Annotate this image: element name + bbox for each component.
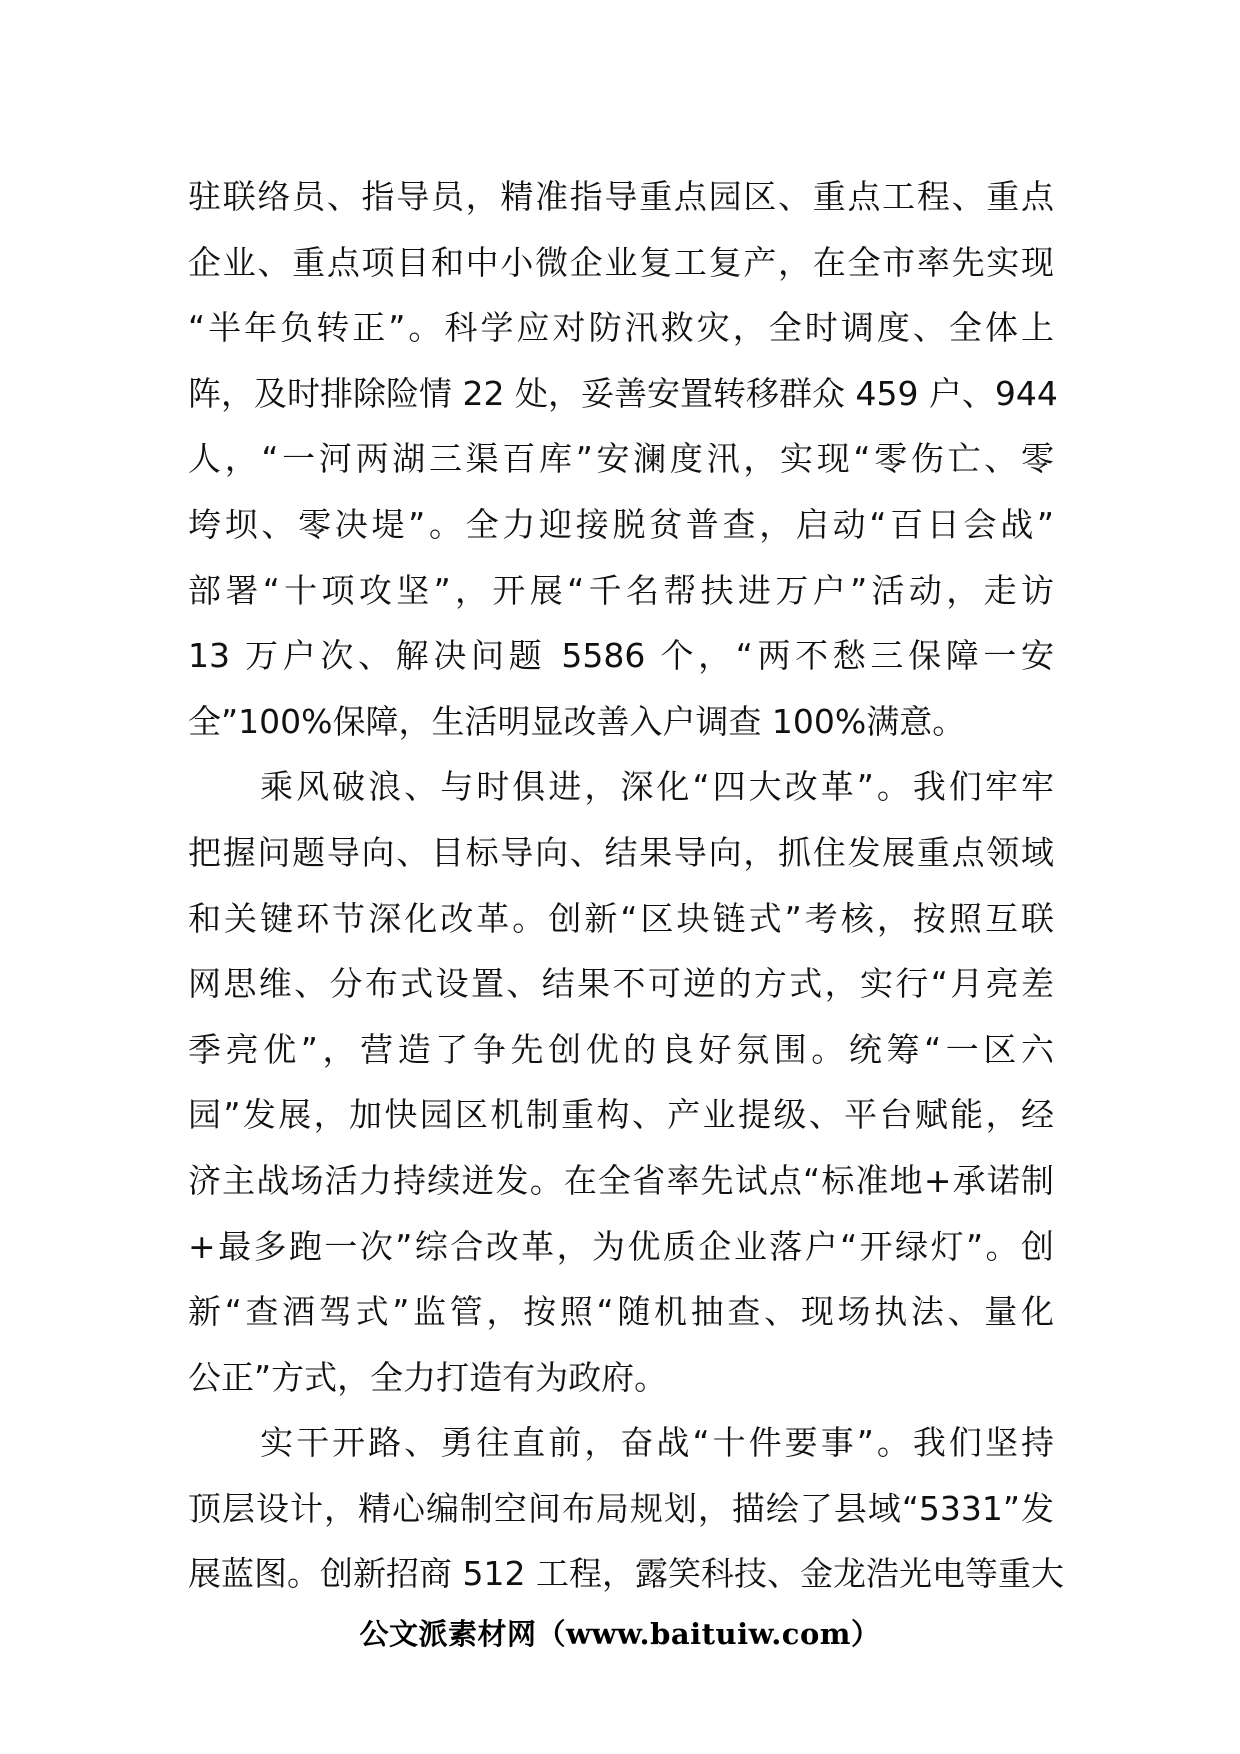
text-line: 企业、重点项目和中小微企业复工复产，在全市率先实现 bbox=[188, 242, 1054, 282]
text-line: 部署“十项攻坚”，开展“千名帮扶进万户”活动，走访 bbox=[188, 570, 1054, 610]
text-line: +最多跑一次”综合改革，为优质企业落户“开绿灯”。创 bbox=[188, 1226, 1054, 1266]
text-line: 季亮优”，营造了争先创优的良好氛围。统筹“一区六 bbox=[188, 1029, 1054, 1069]
text-line: 和关键环节深化改革。创新“区块链式”考核，按照互联 bbox=[188, 898, 1054, 938]
page-footer: 公文派素材网（www.baituiw.com） bbox=[359, 1617, 881, 1651]
body-text bbox=[188, 164, 1064, 1607]
text-line: 顶层设计，精心编制空间布局规划，描绘了县域“5331”发 bbox=[188, 1488, 1054, 1528]
text-line: 济主战场活力持续迸发。在全省率先试点“标准地+承诺制 bbox=[188, 1160, 1054, 1200]
text-line: 垮坝、零决堤”。全力迎接脱贫普查，启动“百日会战” bbox=[188, 504, 1054, 544]
text-line: 13 万户次、解决问题 5586 个，“两不愁三保障一安 bbox=[188, 636, 1054, 676]
text-line: 公正”方式，全力打造有为政府。 bbox=[188, 1357, 668, 1397]
text-line: 阵，及时排除险情 22 处，妥善安置转移群众 459 户、944 bbox=[188, 373, 1058, 413]
text-line: 园”发展，加快园区机制重构、产业提级、平台赋能，经 bbox=[188, 1095, 1054, 1135]
text-line: 实干开路、勇往直前，奋战“十件要事”。我们坚持 bbox=[188, 1423, 1054, 1463]
text-line: 展蓝图。创新招商 512 工程，露笑科技、金龙浩光电等重大 bbox=[188, 1554, 1064, 1594]
text-line: 驻联络员、指导员，精准指导重点园区、重点工程、重点 bbox=[188, 177, 1054, 216]
text-line: 乘风破浪、与时俱进，深化“四大改革”。我们牢牢 bbox=[188, 767, 1054, 807]
text-line: “半年负转正”。科学应对防汛救灾，全时调度、全体上 bbox=[188, 308, 1054, 348]
text-line: 把握问题导向、目标导向、结果导向，抓住发展重点领域 bbox=[188, 832, 1054, 872]
text-line: 全”100%保障，生活明显改善入户调查 100%满意。 bbox=[188, 701, 966, 741]
text-line: 新“查酒驾式”监管，按照“随机抽查、现场执法、量化 bbox=[188, 1292, 1054, 1332]
text-line: 网思维、分布式设置、结果不可逆的方式，实行“月亮差 bbox=[188, 964, 1054, 1004]
text-line: 人，“一河两湖三渠百库”安澜度汛，实现“零伤亡、零 bbox=[188, 439, 1054, 479]
